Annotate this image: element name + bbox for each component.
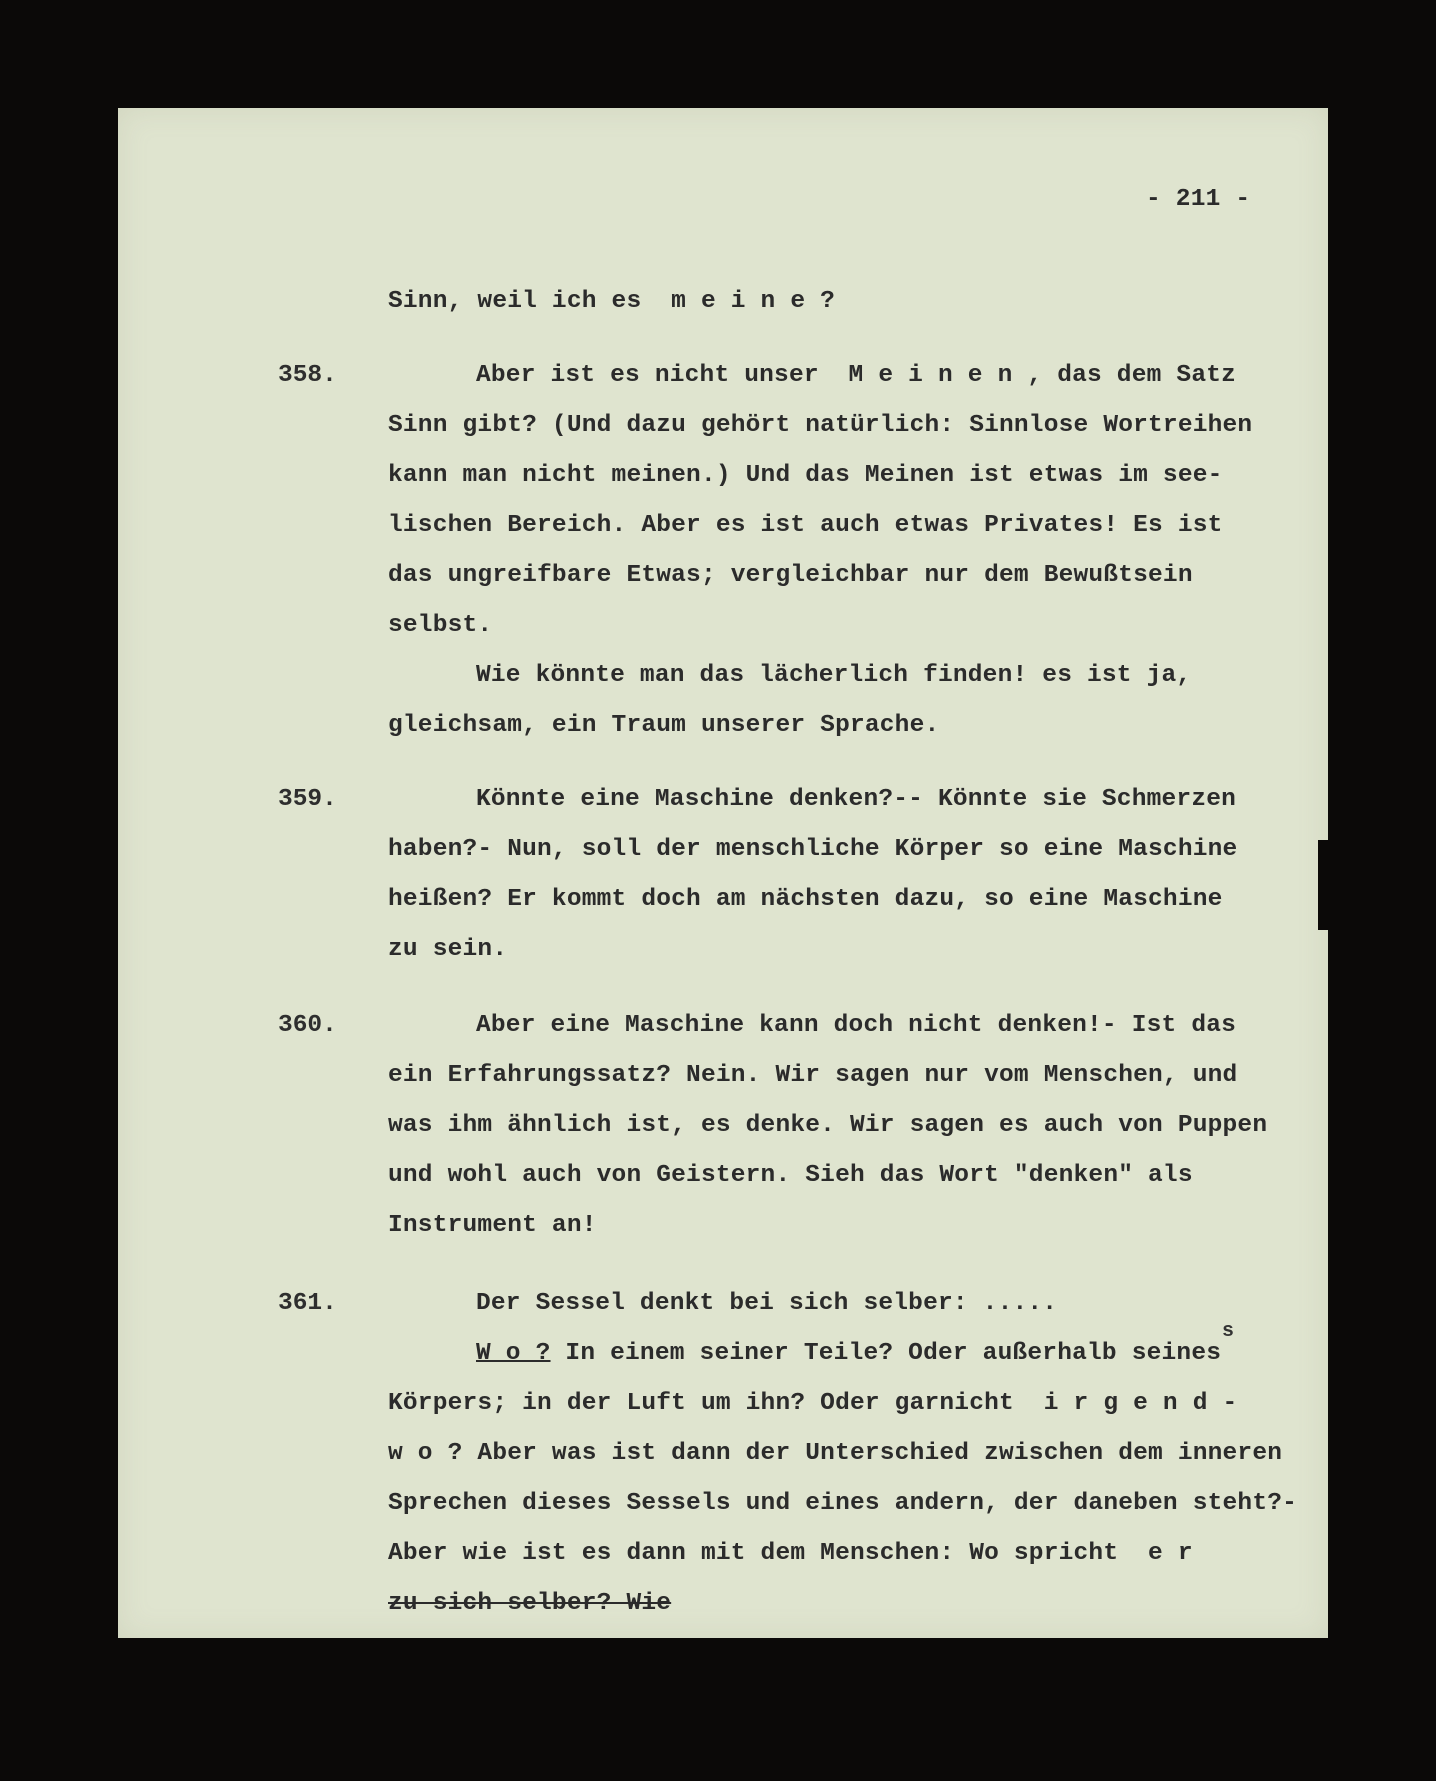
text-line: zu sein. bbox=[388, 936, 508, 963]
text-line: Könnte eine Maschine denken?-- Könnte sie Schmerzen bbox=[476, 786, 1237, 813]
text-line: Aber wie ist es dann mit dem Menschen: Wo spricht e r bbox=[388, 1540, 1193, 1567]
struck-text-line: zu sich selber? Wie bbox=[388, 1590, 672, 1617]
handwritten-correction: s bbox=[1222, 1320, 1235, 1343]
text-line: Der Sessel denkt bei sich selber: ..... bbox=[476, 1290, 1058, 1317]
text-line: w o ? Aber was ist dann der Unterschied zwischen dem inneren bbox=[388, 1440, 1283, 1467]
text-line: Instrument an! bbox=[388, 1212, 597, 1239]
text-line: ein Erfahrungssatz? Nein. Wir sagen nur vom Menschen, und bbox=[388, 1062, 1238, 1089]
text-line: Aber eine Maschine kann doch nicht denken!- Ist das bbox=[476, 1012, 1237, 1039]
text-line: Wie könnte man das lächerlich finden! es ist ja, bbox=[476, 662, 1192, 689]
page-number: - 211 - bbox=[1146, 186, 1251, 213]
section-number: 360. bbox=[278, 1012, 337, 1039]
text-line bbox=[476, 1340, 1221, 1367]
page-edge-notch bbox=[1318, 840, 1332, 930]
text-line: Körpers; in der Luft um ihn? Oder garnicht i r g e n d - bbox=[388, 1390, 1238, 1417]
text-line: und wohl auch von Geistern. Sieh das Wort "denken" als bbox=[388, 1162, 1193, 1189]
text-line: lischen Bereich. Aber es ist auch etwas Privates! Es ist bbox=[388, 512, 1223, 539]
section-number: 361. bbox=[278, 1290, 337, 1317]
text-line: das ungreifbare Etwas; vergleichbar nur dem Bewußtsein bbox=[388, 562, 1193, 589]
text-line: haben?- Nun, soll der menschliche Körper so eine Maschine bbox=[388, 836, 1238, 863]
text-line: heißen? Er kommt doch am nächsten dazu, so eine Maschine bbox=[388, 886, 1223, 913]
text-line: Sinn, weil ich es m e i n e ? bbox=[388, 288, 836, 315]
section-number: 359. bbox=[278, 786, 337, 813]
text-span: In einem seiner Teile? Oder außerhalb seines bbox=[550, 1340, 1222, 1367]
text-line: Sprechen dieses Sessels und eines andern, der daneben steht?- bbox=[388, 1490, 1298, 1517]
text-line: gleichsam, ein Traum unserer Sprache. bbox=[388, 712, 940, 739]
text-line: kann man nicht meinen.) Und das Meinen ist etwas im see- bbox=[388, 462, 1223, 489]
text-line: was ihm ähnlich ist, es denke. Wir sagen es auch von Puppen bbox=[388, 1112, 1268, 1139]
text-line: selbst. bbox=[388, 612, 493, 639]
text-line: Aber ist es nicht unser M e i n e n , das dem Satz bbox=[476, 362, 1237, 389]
underlined-word: W o ? bbox=[476, 1340, 551, 1367]
text-line: Sinn gibt? (Und dazu gehört natürlich: Sinnlose Wortreihen bbox=[388, 412, 1253, 439]
section-number: 358. bbox=[278, 362, 337, 389]
